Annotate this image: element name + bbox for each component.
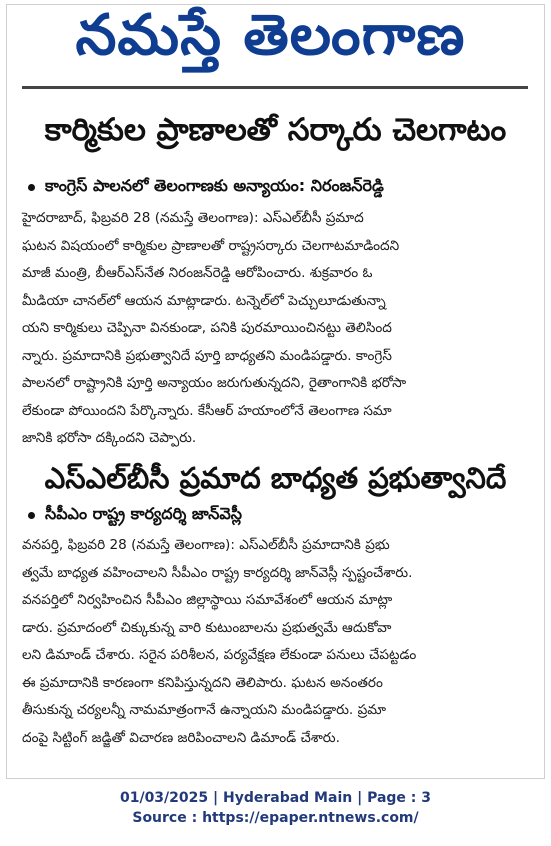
article2-body [22, 532, 532, 752]
article2-headline: ఎస్ఎల్‌బీసీ ప్రమాద బాధ్యత ప్రభుత్వానిదే [44, 461, 507, 495]
footer-edition-info: 01/03/2025 | Hyderabad Main | Page : 3 [119, 790, 432, 806]
article2-line: వనపర్తి, ఫిబ్రవరి 28 (నమస్తే తెలంగాణ): ఎస్ఎల్‌బీసీ ప్రమాదానికి ప్రభు [22, 537, 390, 553]
bullet-icon [28, 512, 35, 519]
article2-line: లని డిమాండ్ చేశారు. సరైన పరిశీలన, పర్యవేక్షణ లేకుండా పనులు చేపట్టడం [22, 647, 417, 663]
article1-line: యని కార్మికులు చెప్పినా వినకుండా, పనికి పురమాయించినట్టు తెలిసింద [22, 320, 392, 336]
article1-line: పాలనలో రాష్ట్రానికి పూర్తి అన్యాయం జరుగుతున్నదని, రైతాంగానికి భరోసా [22, 375, 407, 391]
article2-line: డారు. ప్రమాదంలో చిక్కుకున్న వారి కుటుంబాలను ప్రభుత్వమే ఆదుకోవా [22, 619, 392, 636]
newspaper-masthead: నమస్తే తెలంగాణ [75, 2, 465, 68]
article1-line: జానికి భరోసా దక్కిందని చెప్పారు. [22, 430, 197, 446]
bullet-icon [28, 184, 35, 191]
article2-line: తీసుకున్న చర్యలన్నీ నామమాత్రంగానే ఉన్నాయని మండిపడ్డారు. ప్రమా [22, 702, 386, 718]
article2-subhead [28, 504, 242, 527]
article2-line: త్వమే బాధ్యత వహించాలని సీపీఎం రాష్ట్ర కార్యదర్శి జాన్‌వెస్లీ స్పష్టంచేశారు. [22, 564, 413, 581]
article1-line: న్నారు. ప్రమాదానికి ప్రభుత్వానిదే పూర్తి బాధ్యతని మండిపడ్డారు. కాంగ్రెస్ [22, 347, 392, 364]
article1-headline: కార్మికుల ప్రాణాలతో సర్కారు చెలగాటం [44, 112, 507, 148]
article1-body [22, 205, 532, 453]
masthead-divider [22, 86, 528, 89]
article2-line: ఈ ప్రమాదానికి కారణంగా కనిపిస్తున్నదని తెలిపారు. ఘటన అనంతరం [22, 674, 383, 691]
article1-line: మాజీ మంత్రి, బీఆర్ఎస్‌నేత నిరంజన్‌రెడ్డి ఆరోపించారు. శుక్రవారం ఓ [22, 265, 373, 281]
article2-line: దంపై సిట్టింగ్ జడ్జితో విచారణ జరిపించాలని డిమాండ్ చేశారు. [22, 729, 340, 746]
article2-line: వనపర్తిలో నిర్వహించిన సీపీఎం జిల్లాస్థాయి సమావేశంలో ఆయన మాట్లా [22, 592, 393, 608]
article1-line: మీడియా చానల్‌లో ఆయన మాట్లాడారు. టన్నెల్‌లో పెచ్చులూడుతున్నా [22, 292, 386, 309]
article2-subhead-text: సీపీఎం రాష్ట్ర కార్యదర్శి జాన్‌వెస్లీ [45, 504, 242, 523]
article1-subhead-text: కాంగ్రెస్ పాలనలో తెలంగాణకు అన్యాయం: నిరంజన్‌రెడ్డి [45, 176, 384, 195]
article1-line: ఘటన విషయంలో కార్మికుల ప్రాణాలతో రాష్ట్రసర్కారు చెలగాటమాడిందని [22, 237, 400, 254]
article1-subhead [28, 176, 384, 199]
footer-source-link[interactable]: Source : https://epaper.ntnews.com/ [132, 810, 419, 826]
article1-line: హైదరాబాద్, ఫిబ్రవరి 28 (నమస్తే తెలంగాణ): ఎస్ఎల్‌బీసీ ప్రమాద [22, 210, 364, 226]
article1-line: లేకుండా పోయిందని పేర్కొన్నారు. కేసీఆర్ హయాంలోనే తెలంగాణ సమా [22, 402, 392, 419]
